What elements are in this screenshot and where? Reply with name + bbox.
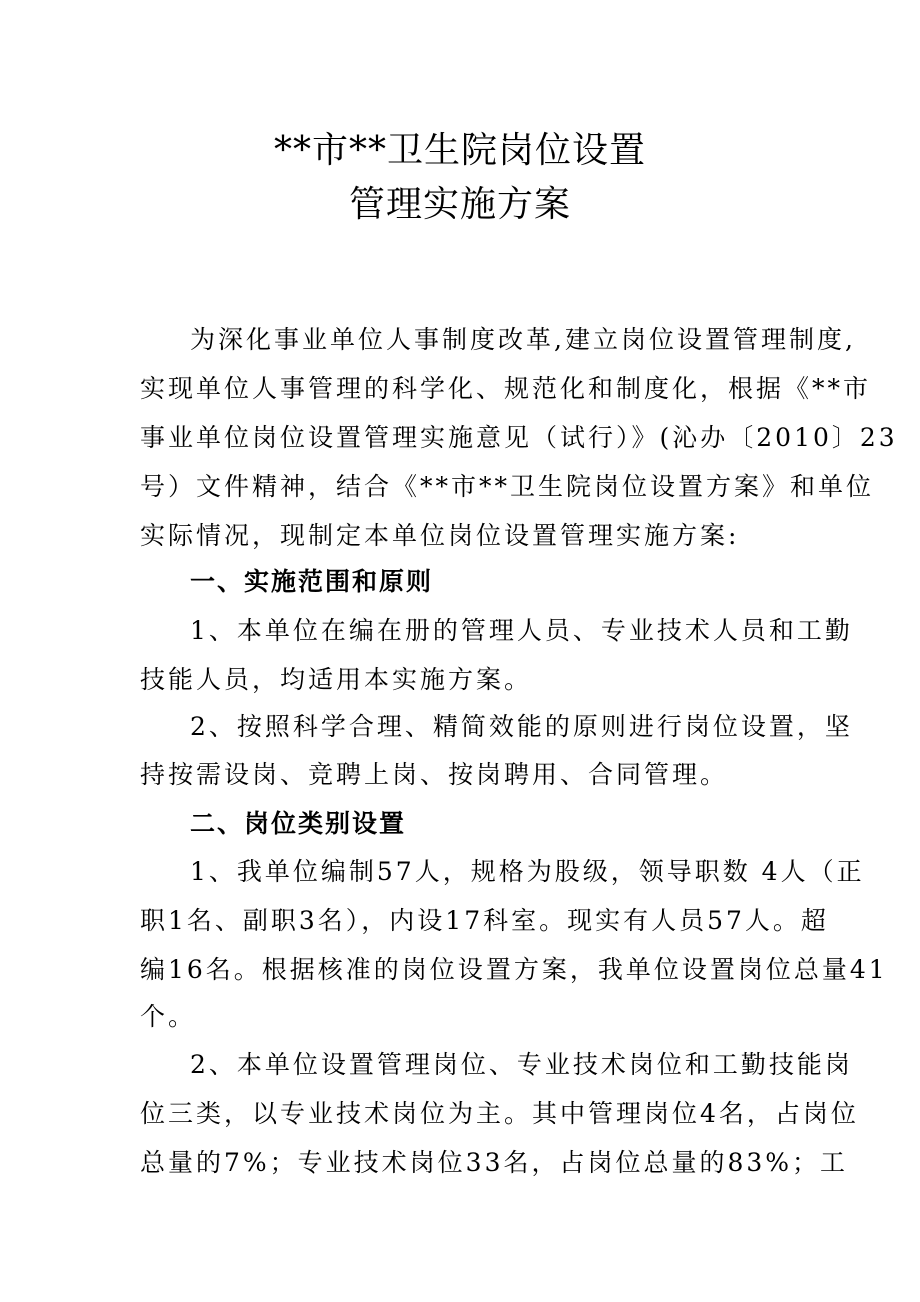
section-2-para-1-line-1: 1、我单位编制57人，规格为股级，领导职数 4人（正 [190,857,865,886]
section-1-para-2-line-1: 2、按照科学合理、精简效能的原则进行岗位设置，坚 [190,712,853,741]
section-2-para-1-line-3: 编16名。根据核准的岗位设置方案，我单位设置岗位总量41 [140,955,888,984]
section-1-para-1-line-1: 1、本单位在编在册的管理人员、专业技术人员和工勤 [190,616,853,645]
intro-line-3: 事业单位岗位设置管理实施意见（试行）》(沁办〔2010〕23 [140,423,898,452]
section-1-heading: 一、实施范围和原则 [190,567,434,596]
section-2-para-2-line-3: 总量的7%；专业技术岗位33名，占岗位总量的83%；工 [140,1148,849,1177]
section-1-para-1-line-2: 技能人员，均适用本实施方案。 [140,665,533,694]
section-2-para-1-line-2: 职1名、副职3名），内设17科室。现实有人员57人。超 [140,906,829,935]
intro-line-1: 为深化事业单位人事制度改革,建立岗位设置管理制度, [190,325,856,354]
document-title-line-2: 管理实施方案 [348,184,571,225]
intro-line-5: 实际情况，现制定本单位岗位设置管理实施方案: [140,521,740,550]
intro-line-2: 实现单位人事管理的科学化、规范化和制度化，根据《**市 [140,374,872,403]
intro-line-4: 号）文件精神，结合《**市**卫生院岗位设置方案》和单位 [140,472,875,501]
section-2-heading: 二、岗位类别设置 [190,809,407,838]
section-2-para-2-line-2: 位三类，以专业技术岗位为主。其中管理岗位4名，占岗位 [140,1099,859,1128]
section-1-para-2-line-2: 持按需设岗、竞聘上岗、按岗聘用、合同管理。 [140,760,729,789]
section-2-para-2-line-1: 2、本单位设置管理岗位、专业技术岗位和工勤技能岗 [190,1050,853,1079]
document-title-line-1: **市**卫生院岗位设置 [273,130,646,171]
section-2-para-1-line-4: 个。 [140,1002,197,1031]
